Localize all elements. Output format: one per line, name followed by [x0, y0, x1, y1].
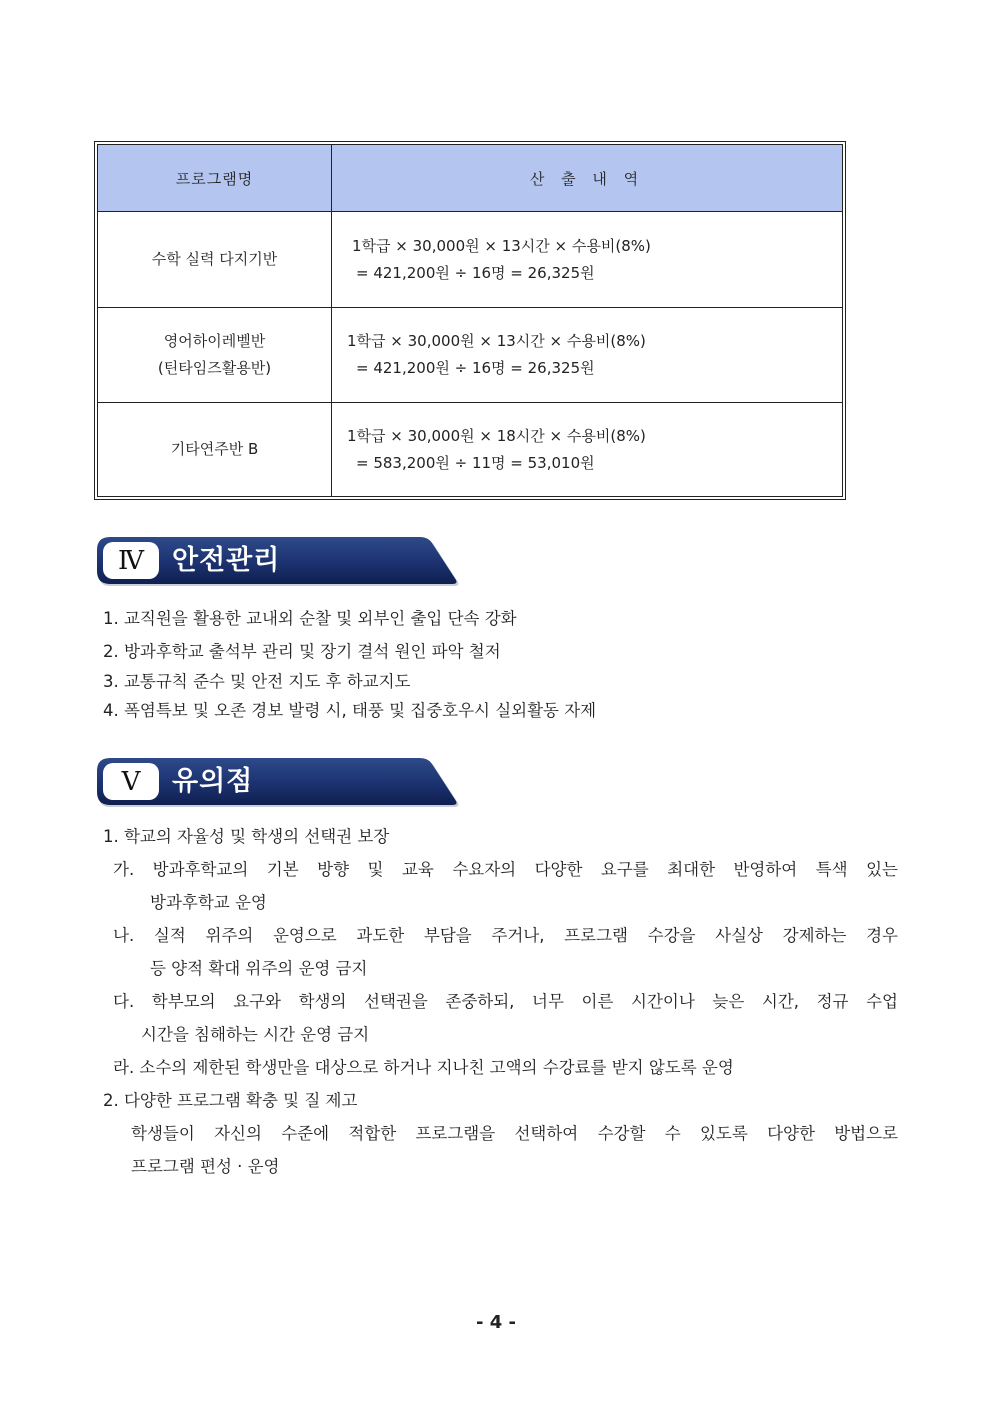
sub-item-na: 나. 실적 위주의 운영으로 과도한 부담을 주거나, 프로그램 수강을 사실상 강제하는 경우 [113, 926, 898, 944]
list-item: 1. 교직원을 활용한 교내외 순찰 및 외부인 출입 단속 강화 [103, 609, 517, 628]
program-name: 수학 실력 다지기반 [151, 250, 278, 268]
program-name: 기타연주반 B [170, 440, 259, 458]
sub-item-da-cont: 시간을 침해하는 시간 운영 금지 [141, 1025, 370, 1044]
sub-item-ra: 라. 소수의 제한된 학생만을 대상으로 하거나 지나친 고액의 수강료를 받지 않도록 운영 [113, 1058, 734, 1077]
calc-line: 1학급 × 30,000원 × 18시간 × 수용비(8%) [347, 426, 646, 445]
table-row [98, 212, 843, 308]
list-item: 4. 폭염특보 및 오존 경보 발령 시, 태풍 및 집중호우시 실외활동 자제 [103, 701, 597, 720]
calc-line: = 583,200원 ÷ 11명 = 53,010원 [356, 453, 595, 472]
list-item: 1. 학교의 자율성 및 학생의 선택권 보장 [103, 827, 390, 846]
sub-item-na-cont: 등 양적 확대 위주의 운영 금지 [150, 959, 368, 978]
calc-line: 1학급 × 30,000원 × 13시간 × 수용비(8%) [352, 236, 651, 255]
calc-line: 1학급 × 30,000원 × 13시간 × 수용비(8%) [347, 332, 646, 350]
section-title: 유의점 [172, 766, 254, 797]
section-title: 안전관리 [172, 545, 281, 576]
calc-line: = 421,200원 ÷ 16명 = 26,325원 [356, 359, 595, 377]
section-banner-safety [96, 536, 460, 588]
table-row [98, 308, 843, 403]
sub-item-da: 다. 학부모의 요구와 학생의 선택권을 존중하되, 너무 이른 시간이나 늦은 시간, 정규 수업 [113, 992, 898, 1010]
list-item: 3. 교통규칙 준수 및 안전 지도 후 하교지도 [103, 672, 411, 691]
program-name-sub: (틴타임즈활용반) [157, 359, 272, 377]
table-row [98, 403, 843, 497]
item2-body-cont: 프로그램 편성 · 운영 [131, 1157, 280, 1176]
item2-body: 학생들이 자신의 수준에 적합한 프로그램을 선택하여 수강할 수 있도록 다양한 방법으로 [131, 1124, 898, 1142]
sub-item-ga: 가. 방과후학교의 기본 방향 및 교육 수요자의 다양한 요구를 최대한 반영하여 특색 있는 [113, 860, 898, 878]
cost-table [94, 141, 846, 500]
header-calc: 산 출 내 역 [332, 145, 843, 212]
calc-cell [332, 212, 843, 308]
calc-cell [332, 308, 843, 403]
cost-table-grid [97, 144, 843, 497]
calc-line: = 421,200원 ÷ 16명 = 26,325원 [356, 263, 595, 282]
program-name-cell [98, 403, 332, 497]
program-name-cell [98, 212, 332, 308]
table-header-row [98, 145, 843, 212]
calc-cell [332, 403, 843, 497]
sub-item-ga-cont: 방과후학교 운영 [150, 893, 267, 912]
program-name-cell [98, 308, 332, 403]
header-program: 프로그램명 [98, 145, 332, 212]
section-numeral: Ⅳ [118, 546, 144, 575]
section-banner-notes [96, 757, 460, 809]
program-name: 영어하이레벨반 [163, 332, 266, 350]
list-item: 2. 방과후학교 출석부 관리 및 장기 결석 원인 파악 철저 [103, 642, 501, 661]
list-item: 2. 다양한 프로그램 확충 및 질 제고 [103, 1091, 358, 1110]
page-number: - 4 - [476, 1312, 516, 1333]
section-numeral: Ⅴ [121, 767, 141, 796]
